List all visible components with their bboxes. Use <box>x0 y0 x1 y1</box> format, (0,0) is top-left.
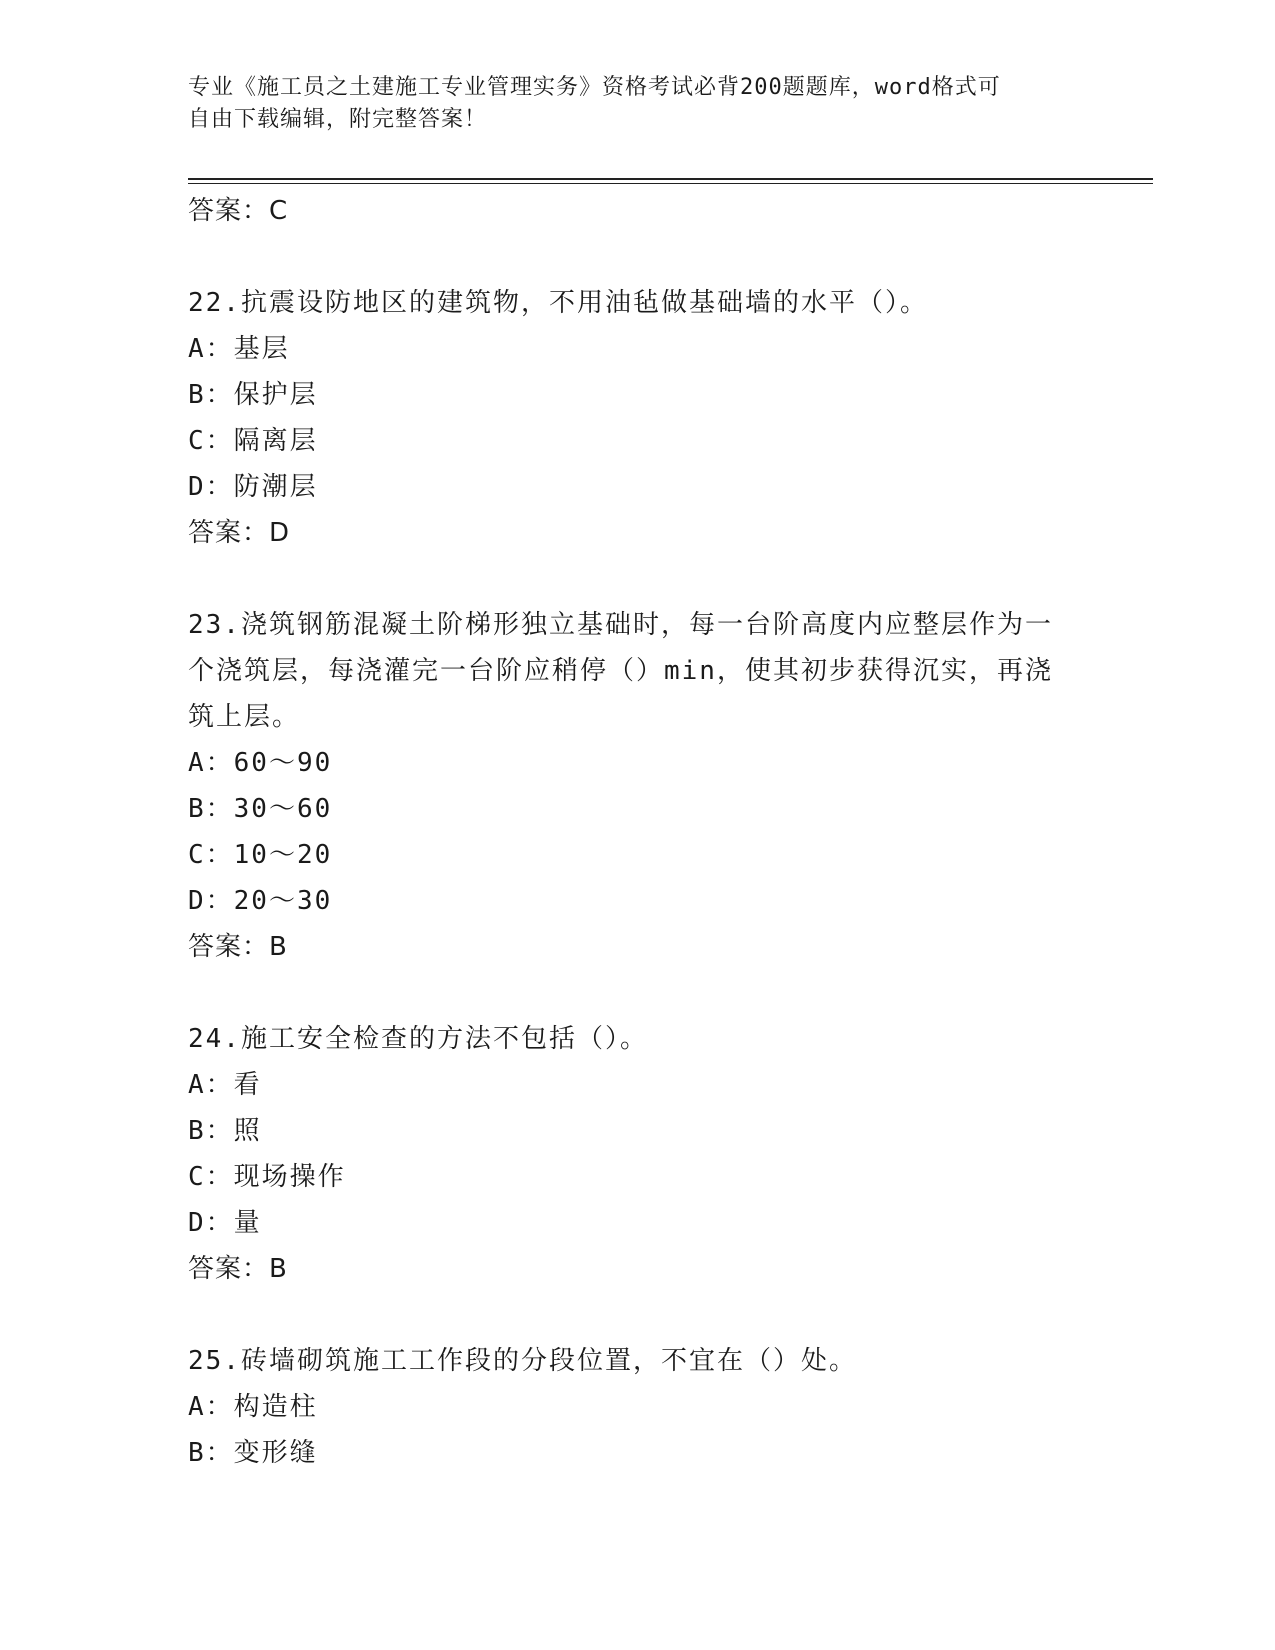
question-text: 24.施工安全检查的方法不包括（）。 <box>188 1024 648 1054</box>
option-a: A：看 <box>188 1070 262 1100</box>
option-a: A：构造柱 <box>188 1392 318 1422</box>
question-text: 22.抗震设防地区的建筑物，不用油毡做基础墙的水平（）。 <box>188 288 928 318</box>
option-c: C：10～20 <box>188 840 333 870</box>
header-title-line-1: 专业《施工员之土建施工专业管理实务》资格考试必背200题题库，word格式可 <box>188 75 1001 100</box>
answer-line-q21: 答案：C <box>188 196 289 226</box>
option-a: A：基层 <box>188 334 290 364</box>
spacer <box>188 970 1088 1016</box>
spacer <box>188 234 1088 280</box>
question-text: 个浇筑层，每浇灌完一台阶应稍停（）min，使其初步获得沉实，再浇 <box>188 656 1053 686</box>
question-23 <box>188 602 1088 740</box>
question-22 <box>188 280 1088 326</box>
header-divider-thick <box>188 178 1153 180</box>
option-d: D：量 <box>188 1208 262 1238</box>
option-b: B：保护层 <box>188 380 318 410</box>
header-title-line-2: 自由下载编辑，附完整答案！ <box>188 107 488 132</box>
option-b: B：变形缝 <box>188 1438 318 1468</box>
question-text: 筑上层。 <box>188 702 301 732</box>
question-24 <box>188 1016 1088 1062</box>
document-header <box>188 72 1068 136</box>
question-text: 25.砖墙砌筑施工工作段的分段位置，不宜在（）处。 <box>188 1346 857 1376</box>
option-c: C：现场操作 <box>188 1162 346 1192</box>
answer-line-q22: 答案：D <box>188 518 291 548</box>
question-25 <box>188 1338 1088 1384</box>
answer-line-q24: 答案：B <box>188 1254 288 1284</box>
option-b: B：照 <box>188 1116 262 1146</box>
spacer <box>188 1292 1088 1338</box>
option-a: A：60～90 <box>188 748 333 778</box>
answer-line-q23: 答案：B <box>188 932 288 962</box>
option-d: D：防潮层 <box>188 472 318 502</box>
option-d: D：20～30 <box>188 886 333 916</box>
header-divider-thin <box>188 183 1153 184</box>
spacer <box>188 556 1088 602</box>
option-c: C：隔离层 <box>188 426 318 456</box>
option-b: B：30～60 <box>188 794 333 824</box>
question-list <box>188 188 1088 1476</box>
question-text: 23.浇筑钢筋混凝土阶梯形独立基础时，每一台阶高度内应整层作为一 <box>188 610 1053 640</box>
